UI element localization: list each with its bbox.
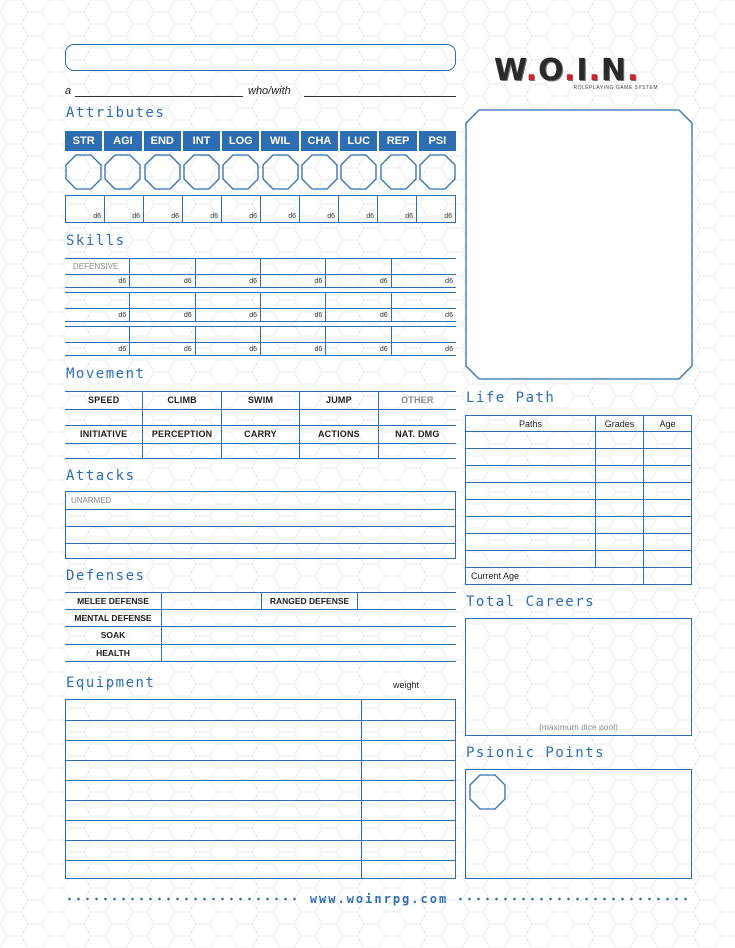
attributes-header bbox=[65, 131, 456, 151]
attribute-octagon-int[interactable] bbox=[183, 154, 220, 190]
movement-label: CLIMB bbox=[167, 395, 197, 405]
skill-divider bbox=[392, 342, 456, 343]
who-with-line[interactable] bbox=[304, 96, 456, 97]
attribute-header-int: INT bbox=[183, 131, 220, 151]
skills-grid bbox=[65, 258, 456, 360]
current-age-value[interactable] bbox=[644, 568, 691, 584]
movement-swim[interactable] bbox=[222, 392, 300, 425]
die-label: d6 bbox=[210, 213, 218, 220]
weight-column-divider bbox=[361, 700, 362, 878]
die-label: d6 bbox=[118, 312, 127, 319]
skill-divider bbox=[130, 274, 194, 275]
skill-divider bbox=[196, 274, 260, 275]
health-value[interactable] bbox=[162, 645, 456, 662]
life-path-title: Life Path bbox=[466, 390, 556, 406]
total-careers-title: Total Careers bbox=[466, 594, 596, 610]
current-age-label: Current Age bbox=[466, 568, 644, 584]
skill-cell[interactable] bbox=[196, 327, 261, 355]
life-path-row[interactable] bbox=[465, 483, 692, 500]
attribute-header-psi: PSI bbox=[419, 131, 456, 151]
die-label: d6 bbox=[444, 213, 452, 220]
skill-cell[interactable] bbox=[65, 293, 130, 321]
skill-divider bbox=[130, 308, 194, 309]
die-label: d6 bbox=[249, 278, 257, 285]
mental-row bbox=[65, 610, 456, 628]
mental-defense-label: MENTAL DEFENSE bbox=[65, 610, 162, 627]
die-label: d6 bbox=[445, 346, 453, 353]
attribute-dice-wil[interactable] bbox=[261, 196, 300, 222]
life-path-cell[interactable] bbox=[596, 500, 644, 516]
skill-cell[interactable] bbox=[392, 293, 456, 321]
ranged-defense-value[interactable] bbox=[358, 593, 456, 609]
movement-divider bbox=[143, 409, 220, 410]
equipment-row-line bbox=[66, 820, 455, 821]
movement-nat-dmg[interactable] bbox=[379, 426, 456, 458]
max-dice-pool-note: (maximum dice pool) bbox=[539, 722, 618, 732]
die-label: d6 bbox=[288, 213, 296, 220]
movement-label: SWIM bbox=[247, 395, 274, 405]
life-path-row[interactable] bbox=[465, 432, 692, 449]
attribute-dice-row bbox=[65, 195, 456, 223]
movement-divider bbox=[379, 443, 456, 444]
life-path-cell[interactable] bbox=[596, 483, 644, 499]
die-label: d6 bbox=[379, 278, 388, 285]
life-path-cell[interactable] bbox=[596, 432, 644, 448]
movement-label: SPEED bbox=[87, 395, 120, 405]
skill-divider bbox=[392, 308, 456, 309]
life-path-cell[interactable] bbox=[466, 517, 596, 533]
die-label: d6 bbox=[118, 278, 127, 285]
age-header: Age bbox=[659, 418, 676, 429]
unarmed-label: UNARMED bbox=[71, 496, 112, 505]
attribute-dice-agi[interactable] bbox=[105, 196, 144, 222]
attribute-octagon-luc[interactable] bbox=[340, 154, 377, 190]
attacks-title: Attacks bbox=[66, 468, 136, 484]
health-row bbox=[65, 645, 456, 663]
movement-divider bbox=[65, 409, 142, 410]
movement-initiative[interactable] bbox=[65, 426, 143, 458]
die-label: d6 bbox=[314, 346, 323, 353]
attribute-dice-int[interactable] bbox=[183, 196, 222, 222]
attribute-dice-psi[interactable] bbox=[417, 196, 455, 222]
attribute-dice-str[interactable] bbox=[66, 196, 105, 222]
movement-label: PERCEPTION bbox=[151, 429, 213, 439]
defenses-table bbox=[65, 592, 456, 662]
attribute-header-rep: REP bbox=[379, 131, 416, 151]
life-path-row[interactable] bbox=[465, 500, 692, 517]
movement-divider bbox=[222, 409, 299, 410]
die-label: d6 bbox=[249, 346, 257, 353]
skill-divider bbox=[196, 342, 260, 343]
attribute-octagon-psi[interactable] bbox=[419, 154, 456, 190]
movement-label: JUMP bbox=[326, 395, 352, 405]
movement-actions[interactable] bbox=[300, 426, 378, 458]
a-label: a bbox=[65, 85, 72, 97]
attribute-octagon-end[interactable] bbox=[144, 154, 181, 190]
footer-url[interactable]: www.woinrpg.com bbox=[309, 892, 449, 906]
footer-dots-left bbox=[65, 897, 302, 901]
attribute-header-luc: LUC bbox=[340, 131, 377, 151]
movement-label: NAT. DMG bbox=[395, 429, 440, 439]
life-path-cell[interactable] bbox=[466, 534, 596, 550]
life-path-cell[interactable] bbox=[644, 466, 691, 482]
skill-divider bbox=[392, 274, 456, 275]
attribute-header-cha: CHA bbox=[301, 131, 338, 151]
skill-cell[interactable] bbox=[261, 259, 326, 287]
life-path-cell[interactable] bbox=[644, 534, 691, 550]
die-label: d6 bbox=[314, 278, 323, 285]
attribute-header-str: STR bbox=[65, 131, 102, 151]
skill-cell[interactable] bbox=[130, 327, 195, 355]
skill-cell[interactable] bbox=[326, 327, 391, 355]
skill-cell[interactable] bbox=[196, 293, 261, 321]
soak-row bbox=[65, 627, 456, 645]
psionic-octagon[interactable] bbox=[469, 774, 506, 810]
movement-row-1 bbox=[65, 391, 456, 425]
die-label: d6 bbox=[93, 213, 101, 220]
die-label: d6 bbox=[314, 312, 323, 319]
die-label: d6 bbox=[445, 312, 453, 319]
life-path-cell[interactable] bbox=[466, 432, 596, 448]
movement-other[interactable] bbox=[379, 392, 456, 425]
movement-label: ACTIONS bbox=[317, 429, 360, 439]
melee-defense-value[interactable] bbox=[162, 593, 261, 609]
movement-climb[interactable] bbox=[143, 392, 221, 425]
attribute-header-wil: WIL bbox=[261, 131, 298, 151]
attribute-header-agi: AGI bbox=[104, 131, 141, 151]
equipment-table bbox=[65, 699, 456, 879]
skill-cell[interactable] bbox=[196, 259, 261, 287]
melee-ranged-row bbox=[65, 592, 456, 610]
equipment-row-line bbox=[66, 720, 455, 721]
life-path-row[interactable] bbox=[465, 466, 692, 483]
life-path-cell[interactable] bbox=[466, 483, 596, 499]
life-path-cell[interactable] bbox=[466, 551, 596, 567]
die-label: d6 bbox=[118, 346, 127, 353]
skill-divider bbox=[65, 274, 129, 275]
soak-label: SOAK bbox=[65, 627, 162, 644]
skill-divider bbox=[130, 342, 194, 343]
woin-logo bbox=[494, 55, 664, 97]
attribute-dice-luc[interactable] bbox=[339, 196, 378, 222]
attribute-header-end: END bbox=[144, 131, 181, 151]
skill-divider bbox=[326, 308, 390, 309]
die-label: d6 bbox=[183, 312, 192, 319]
life-path-cell[interactable] bbox=[596, 551, 644, 567]
equipment-row-line bbox=[66, 800, 455, 801]
portrait-frame[interactable] bbox=[465, 109, 693, 380]
skill-cell[interactable] bbox=[392, 259, 456, 287]
life-path-cell[interactable] bbox=[644, 449, 691, 465]
die-label: d6 bbox=[405, 213, 413, 220]
equipment-row-line bbox=[66, 780, 455, 781]
ranged-defense-label: RANGED DEFENSE bbox=[261, 593, 358, 609]
attribute-header-log: LOG bbox=[222, 131, 259, 151]
life-path-header bbox=[465, 415, 692, 432]
life-path-cell[interactable] bbox=[466, 500, 596, 516]
grades-header: Grades bbox=[596, 416, 644, 431]
attacks-table bbox=[65, 491, 456, 559]
skill-divider bbox=[65, 342, 129, 343]
life-path-cell[interactable] bbox=[644, 432, 691, 448]
movement-jump[interactable] bbox=[300, 392, 378, 425]
die-label: d6 bbox=[171, 213, 179, 220]
attribute-octagons bbox=[65, 154, 456, 190]
life-path-row[interactable] bbox=[465, 551, 692, 568]
attribute-dice-end[interactable] bbox=[144, 196, 183, 222]
skill-row bbox=[65, 258, 456, 288]
life-path-cell[interactable] bbox=[596, 534, 644, 550]
attack-row-line bbox=[66, 509, 455, 510]
skill-divider bbox=[261, 274, 325, 275]
attribute-octagon-wil[interactable] bbox=[262, 154, 299, 190]
skill-divider bbox=[326, 342, 390, 343]
skill-cell[interactable] bbox=[392, 327, 456, 355]
attribute-octagon-cha[interactable] bbox=[301, 154, 338, 190]
life-path-row[interactable] bbox=[465, 449, 692, 466]
skill-row bbox=[65, 326, 456, 356]
movement-divider bbox=[300, 443, 377, 444]
die-label: d6 bbox=[183, 346, 192, 353]
skill-cell[interactable] bbox=[261, 293, 326, 321]
health-label: HEALTH bbox=[65, 645, 162, 662]
skill-cell[interactable] bbox=[261, 327, 326, 355]
skill-divider bbox=[326, 274, 390, 275]
life-path-cell[interactable] bbox=[466, 449, 596, 465]
who-with-label: who/with bbox=[248, 85, 291, 97]
movement-carry[interactable] bbox=[222, 426, 300, 458]
life-path-cell[interactable] bbox=[596, 449, 644, 465]
defenses-title: Defenses bbox=[66, 568, 146, 584]
attribute-octagon-rep[interactable] bbox=[380, 154, 417, 190]
life-path-table bbox=[465, 415, 692, 585]
movement-label: INITIATIVE bbox=[80, 429, 128, 439]
soak-value[interactable] bbox=[162, 627, 456, 644]
movement-grid bbox=[65, 391, 456, 459]
attributes-title: Attributes bbox=[66, 105, 166, 121]
concept-line[interactable] bbox=[75, 96, 243, 97]
skill-row bbox=[65, 292, 456, 322]
movement-row-2 bbox=[65, 425, 456, 459]
skill-cell[interactable] bbox=[65, 327, 130, 355]
total-careers-box[interactable] bbox=[465, 618, 692, 736]
life-path-cell[interactable] bbox=[644, 500, 691, 516]
attack-row-line bbox=[66, 526, 455, 527]
equipment-row-line bbox=[66, 740, 455, 741]
movement-divider bbox=[143, 443, 220, 444]
psionic-points-title: Psionic Points bbox=[466, 745, 606, 761]
defensive-label: DEFENSIVE bbox=[73, 262, 119, 271]
skills-title: Skills bbox=[66, 233, 126, 249]
die-label: d6 bbox=[445, 278, 453, 285]
life-path-cell[interactable] bbox=[644, 483, 691, 499]
logo-subtitle: ROLEPLAYING GAME SYSTEM bbox=[573, 85, 658, 91]
attribute-octagon-str[interactable] bbox=[65, 154, 102, 190]
paths-header: Paths bbox=[466, 416, 596, 431]
die-label: d6 bbox=[249, 213, 257, 220]
movement-speed[interactable] bbox=[65, 392, 143, 425]
attribute-octagon-agi[interactable] bbox=[104, 154, 141, 190]
skill-cell[interactable] bbox=[130, 259, 195, 287]
skill-cell[interactable] bbox=[65, 259, 130, 287]
skill-divider bbox=[261, 342, 325, 343]
skill-cell[interactable] bbox=[326, 293, 391, 321]
die-label: d6 bbox=[379, 312, 388, 319]
attribute-octagon-log[interactable] bbox=[222, 154, 259, 190]
equipment-row-line bbox=[66, 860, 455, 861]
life-path-cell[interactable] bbox=[466, 466, 596, 482]
skill-cell[interactable] bbox=[326, 259, 391, 287]
mental-defense-value[interactable] bbox=[162, 610, 456, 627]
movement-perception[interactable] bbox=[143, 426, 221, 458]
attribute-dice-rep[interactable] bbox=[378, 196, 417, 222]
attack-row-line bbox=[66, 543, 455, 544]
skill-divider bbox=[65, 308, 129, 309]
life-path-cell[interactable] bbox=[644, 517, 691, 533]
equipment-row-line bbox=[66, 760, 455, 761]
life-path-cell[interactable] bbox=[596, 517, 644, 533]
life-path-row[interactable] bbox=[465, 517, 692, 534]
weight-label: weight bbox=[393, 680, 420, 690]
movement-title: Movement bbox=[66, 366, 146, 382]
movement-label: CARRY bbox=[244, 429, 277, 439]
life-path-row[interactable] bbox=[465, 534, 692, 551]
skill-divider bbox=[196, 308, 260, 309]
melee-defense-label: MELEE DEFENSE bbox=[65, 593, 162, 609]
life-path-cell[interactable] bbox=[596, 466, 644, 482]
skill-cell[interactable] bbox=[130, 293, 195, 321]
character-name-field[interactable] bbox=[65, 44, 456, 71]
die-label: d6 bbox=[132, 213, 140, 220]
attribute-dice-cha[interactable] bbox=[300, 196, 339, 222]
skill-divider bbox=[261, 308, 325, 309]
die-label: d6 bbox=[249, 312, 257, 319]
movement-label: OTHER bbox=[401, 395, 434, 405]
psionic-points-box[interactable] bbox=[465, 769, 692, 879]
movement-divider bbox=[379, 409, 456, 410]
equipment-title: Equipment bbox=[66, 675, 156, 691]
current-age-row bbox=[465, 568, 692, 585]
movement-divider bbox=[222, 443, 299, 444]
movement-divider bbox=[300, 409, 377, 410]
footer bbox=[65, 893, 693, 905]
die-label: d6 bbox=[327, 213, 335, 220]
life-path-cell[interactable] bbox=[644, 551, 691, 567]
movement-divider bbox=[65, 443, 142, 444]
footer-dots-right bbox=[456, 897, 693, 901]
die-label: d6 bbox=[379, 346, 388, 353]
die-label: d6 bbox=[366, 213, 374, 220]
die-label: d6 bbox=[183, 278, 192, 285]
attribute-dice-log[interactable] bbox=[222, 196, 261, 222]
equipment-row-line bbox=[66, 840, 455, 841]
logo-text: W.O.I.N. bbox=[494, 53, 640, 88]
